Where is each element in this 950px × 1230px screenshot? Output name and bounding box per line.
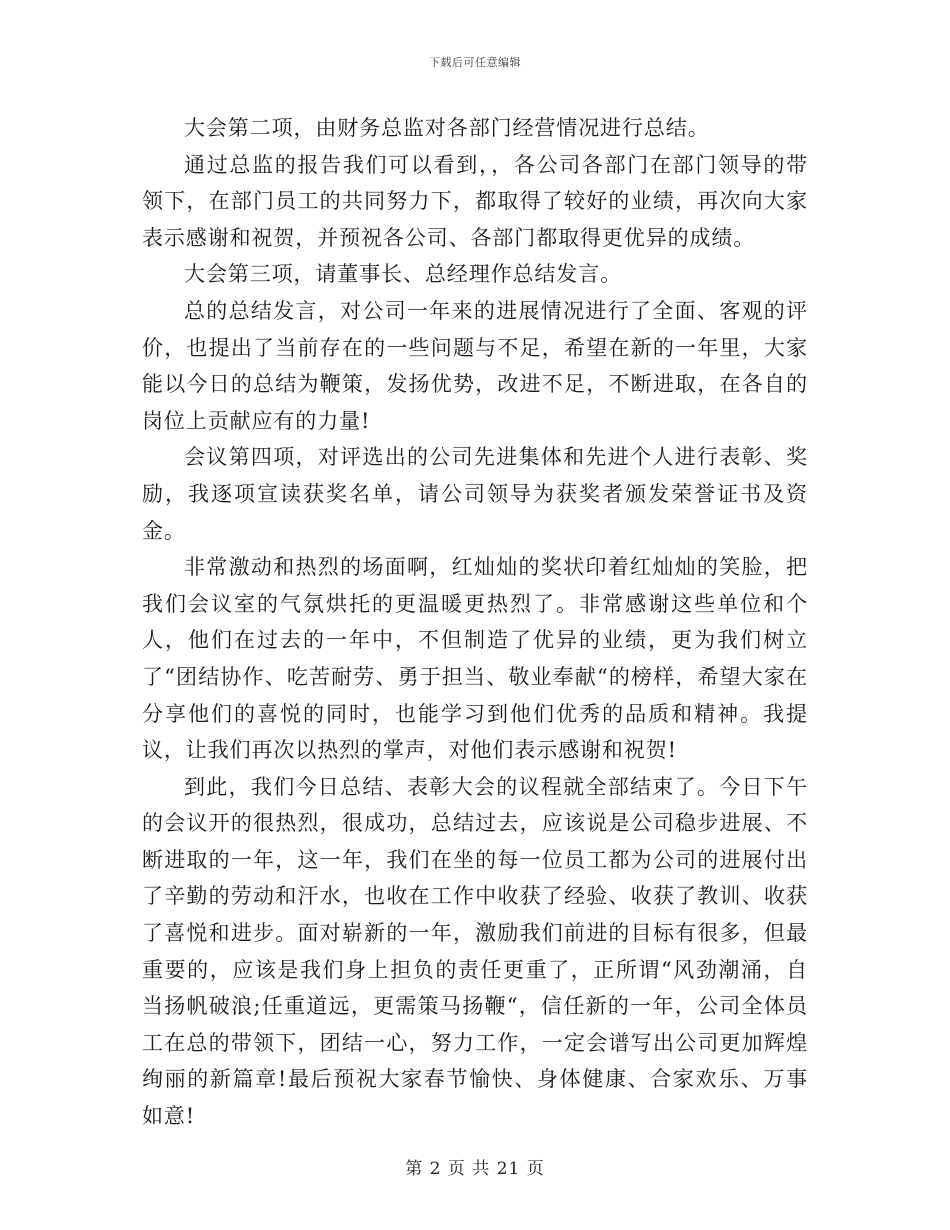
paragraph: 非常激动和热烈的场面啊，红灿灿的奖状印着红灿灿的笑脸，把我们会议室的气氛烘托的更温暖更热烈了。非常感谢这些单位和个人，他们在过去的一年中，不但制造了优异的业绩，更为我们树立了“团结协作、吃苦耐劳、勇于担当、敬业奉献“的榜样，希望大家在分享他们的喜悦的同时，也能学习到他们优秀的品质和精神。我提议，让我们再次以热烈的掌声，对他们表示感谢和祝贺! — [142, 555, 808, 763]
paragraph: 会议第四项，对评选出的公司先进集体和先进个人进行表彰、奖励，我逐项宣读获奖名单，请公司领导为获奖者颁发荣誉证书及资金。 — [142, 445, 808, 543]
paragraph: 大会第三项，请董事长、总经理作总结发言。 — [184, 262, 622, 287]
page-header-note: 下载后可任意编辑 — [429, 56, 521, 69]
paragraph: 总的总结发言，对公司一年来的进展情况进行了全面、客观的评价，也提出了当前存在的一些问题与不足，希望在新的一年里，大家能以今日的总结为鞭策，发扬优势，改进不足，不断进取，在各自的岗位上贡献应有的力量! — [142, 298, 808, 433]
document-body — [142, 110, 808, 1135]
paragraph: 大会第二项，由财务总监对各部门经营情况进行总结。 — [184, 116, 710, 140]
paragraph: 通过总监的报告我们可以看到，，各公司各部门在部门领导的带领下，在部门员工的共同努力下，都取得了较好的业绩，再次向大家表示感谢和祝贺，并预祝各公司、各部门都取得更优异的成绩。 — [142, 152, 808, 250]
page-number: 第 2 页 共 21 页 — [405, 1159, 545, 1179]
paragraph: 到此，我们今日总结、表彰大会的议程就全部结束了。今日下午的会议开的很热烈，很成功，总结过去，应该说是公司稳步进展、不断进取的一年，这一年，我们在坐的每一位员工都为公司的进展付出了辛勤的劳动和汗水，也收在工作中收获了经验、收获了教训、收获了喜悦和进步。面对崭新的一年，激励我们前进的目标有很多，但最重要的，应该是我们身上担负的责任更重了，正所谓“风劲潮涌，自当扬帆破浪;任重道远，更需策马扬鞭“，信任新的一年，公司全体员工在总的带领下，团结一心，努力工作，一定会谱写出公司更加辉煌绚丽的新篇章!最后预祝大家春节愉快、身体健康、合家欢乐、万事如意! — [142, 774, 808, 1129]
